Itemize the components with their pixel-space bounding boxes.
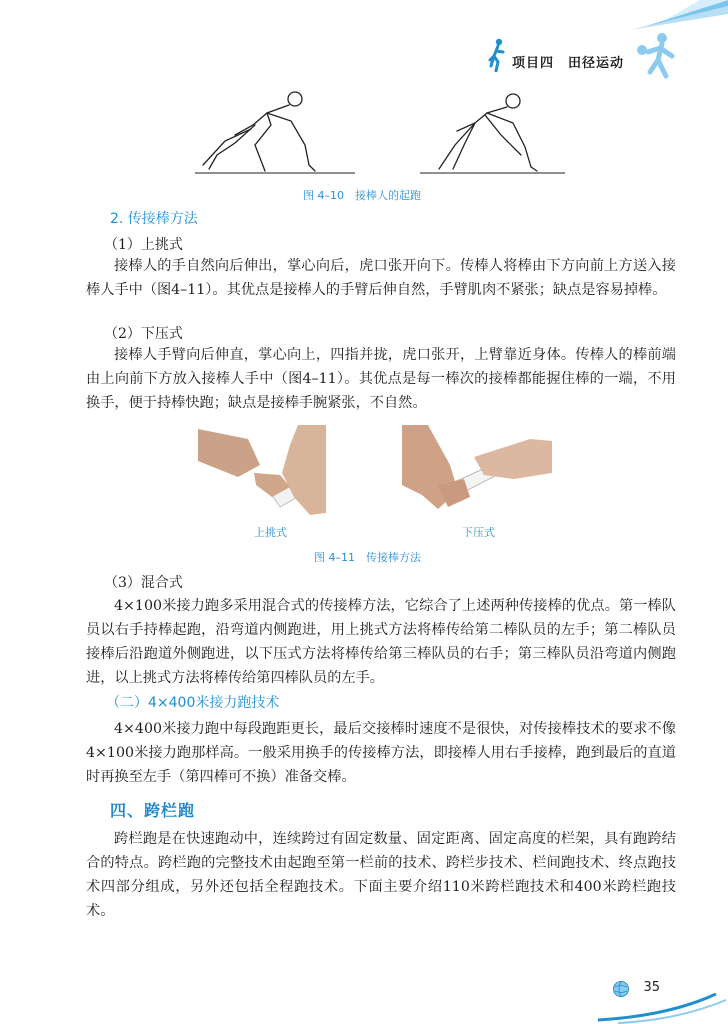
hurdles-text: 跨栏跑是在快速跑动中，连续跨过有固定数量、固定距离、固定高度的栏架，具有跑跨结合的特点。跨栏跑的完整技术由起跑至第一栏前的技术、跨栏步技术、栏间跑技术、终点跑技术四部分组成，另外还包括全程跑技术。下面主要介绍110米跨栏跑技术和400米跨栏跑技术。	[86, 831, 676, 919]
figure-4-10-caption: 图 4–10 接棒人的起跑	[303, 189, 421, 202]
runner-silhouette-icon	[486, 38, 510, 72]
method-text-upward: 接棒人的手自然向后伸出，掌心向后，虎口张开向下。传棒人将棒由下方向前上方送入接棒人手中（图4–11）。其优点是接棒人的手臂后伸自然，手臂肌肉不紧张；缺点是容易掉棒。	[86, 258, 676, 298]
figure-4-10-start-illustration	[195, 85, 565, 185]
relay-4x400-text: 4×400米接力跑中每段跑距更长，最后交接棒时速度不是很快，对传接棒技术的要求不像4×100米接力跑那样高。一般采用换手的传接棒方法，即接棒人用右手接棒，跑到最后的直道时再换至左手（第四棒可不换）准备交棒。	[86, 721, 676, 785]
figure-4-11-caption: 图 4–11 传接棒方法	[314, 551, 421, 564]
subsection-heading-baton-methods: 2. 传接棒方法	[110, 211, 198, 227]
method-title-upward: （1）上挑式	[104, 237, 183, 253]
section-heading-hurdles: 四、跨栏跑	[110, 801, 196, 820]
method-title-downward: （2）下压式	[104, 326, 183, 342]
page-number: 35	[643, 980, 660, 995]
figure-4-11-label-downward: 下压式	[462, 526, 495, 539]
photo-upward-pass	[198, 425, 326, 515]
method-text-mixed: 4×100米接力跑多采用混合式的传接棒方法，它综合了上述两种传接棒的优点。第一棒队员以右手持棒起跑，沿弯道内侧跑进，用上挑式方法将棒传给第二棒队员的左手；第二棒队员接棒后沿跑道外侧跑进，以下压式方法将棒传给第三棒队员的右手；第三棒队员沿弯道内侧跑进，以上挑式方法将棒传给第四棒队员的左手。	[86, 598, 676, 686]
chapter-header-title: 项目四 田径运动	[512, 56, 625, 71]
figure-4-11-label-upward: 上挑式	[254, 526, 287, 539]
method-title-mixed: （3）混合式	[104, 575, 183, 591]
method-text-downward: 接棒人手臂向后伸直，掌心向上，四指并拢，虎口张开，上臂靠近身体。传棒人的棒前端由上向前下方放入接棒人手中（图4–11）。其优点是每一棒次的接棒都能握住棒的一端，不用换手，便于持棒快跑；缺点是接棒手腕紧张，不自然。	[86, 347, 676, 411]
footer-swoosh-graphic	[598, 990, 728, 1024]
subsection-heading-4x400: （二）4×400米接力跑技术	[106, 695, 280, 711]
basketball-player-icon	[632, 30, 680, 82]
photo-downward-pass	[402, 425, 552, 515]
